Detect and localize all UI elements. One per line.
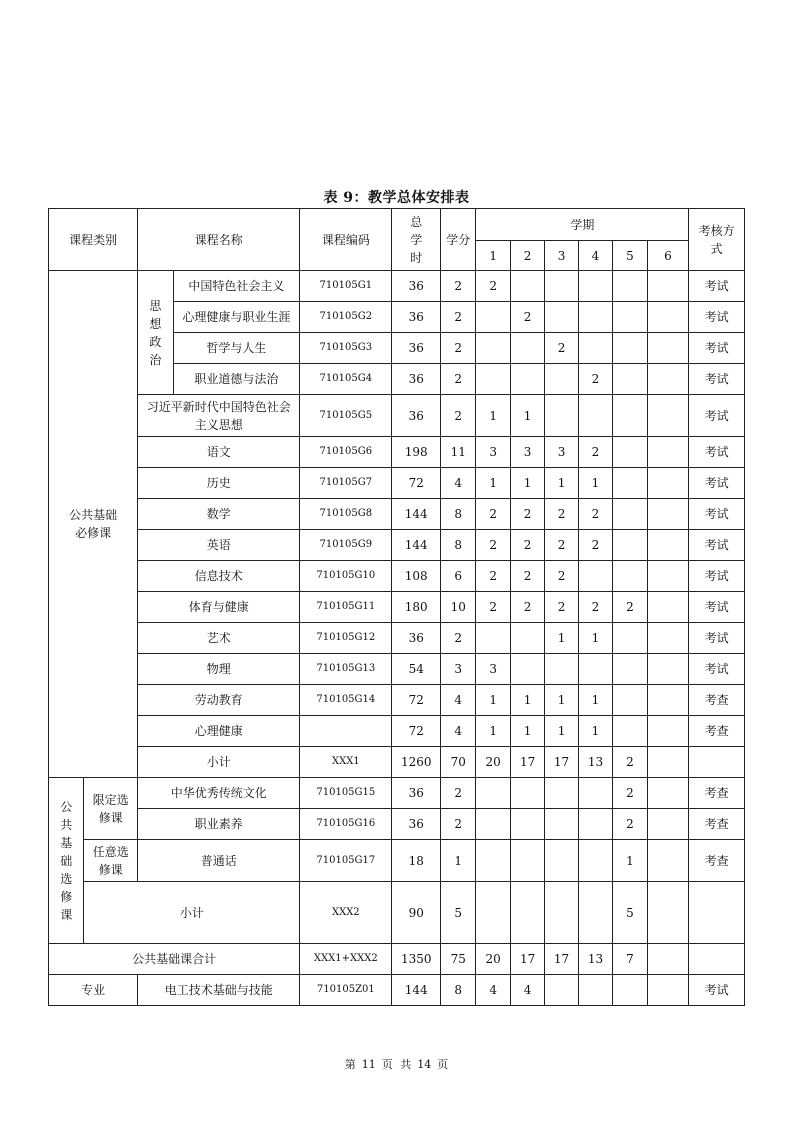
assessment-method: [689, 747, 745, 778]
total-hours: 1350: [392, 944, 441, 975]
semester-4-hours: [578, 882, 612, 944]
assessment-method: 考试: [689, 271, 745, 302]
assessment-method: 考查: [689, 809, 745, 840]
course-name: 中华优秀传统文化: [138, 778, 300, 809]
category-major: 专业: [49, 975, 138, 1006]
table-row: [49, 716, 745, 747]
semester-4-hours: [578, 654, 612, 685]
total-hours: 72: [392, 716, 441, 747]
semester-5-hours: [613, 437, 647, 468]
semester-5-hours: 5: [613, 882, 647, 944]
semester-6-hours: [647, 561, 689, 592]
course-code: 710105G5: [300, 395, 392, 437]
semester-3-hours: 17: [545, 747, 578, 778]
semester-3-hours: [545, 654, 578, 685]
table-row: [49, 975, 745, 1006]
semester-6-header: 6: [647, 241, 689, 271]
assessment-method: 考查: [689, 685, 745, 716]
semester-3-hours: 1: [545, 685, 578, 716]
semester-3-hours: [545, 809, 578, 840]
course-code: XXX1: [300, 747, 392, 778]
course-name: 小计: [84, 882, 300, 944]
assessment-method: 考试: [689, 468, 745, 499]
table-row: [49, 882, 745, 944]
course-code: 710105G4: [300, 364, 392, 395]
semester-6-hours: [647, 592, 689, 623]
semester-3-header: 3: [545, 241, 578, 271]
course-code: 710105G13: [300, 654, 392, 685]
course-code: 710105G17: [300, 840, 392, 882]
assessment-method: 考试: [689, 530, 745, 561]
header-course-name: 课程名称: [138, 209, 300, 271]
assessment-method: 考查: [689, 778, 745, 809]
semester-3-hours: [545, 364, 578, 395]
semester-5-hours: 2: [613, 747, 647, 778]
teaching-plan-table: [48, 208, 745, 1006]
course-name: 电工技术基础与技能: [138, 975, 300, 1006]
table-row: [49, 437, 745, 468]
semester-2-header: 2: [510, 241, 544, 271]
course-name: 公共基础课合计: [49, 944, 300, 975]
assessment-method: 考试: [689, 333, 745, 364]
credits: 2: [441, 271, 476, 302]
course-code: 710105G1: [300, 271, 392, 302]
semester-1-hours: 1: [476, 468, 510, 499]
semester-3-hours: 1: [545, 468, 578, 499]
semester-6-hours: [647, 364, 689, 395]
semester-6-hours: [647, 882, 689, 944]
semester-4-hours: 13: [578, 747, 612, 778]
semester-5-hours: [613, 623, 647, 654]
semester-2-hours: 4: [510, 975, 544, 1006]
credits: 8: [441, 975, 476, 1006]
category-public-elective: 公共基础选修课: [49, 778, 84, 944]
semester-1-hours: [476, 809, 510, 840]
semester-2-hours: [510, 271, 544, 302]
course-code: 710105G12: [300, 623, 392, 654]
semester-3-hours: [545, 395, 578, 437]
semester-6-hours: [647, 499, 689, 530]
table-title: 表 9：教学总体安排表: [323, 190, 470, 206]
header-course-code: 课程编码: [300, 209, 392, 271]
semester-4-hours: [578, 809, 612, 840]
semester-5-hours: [613, 302, 647, 333]
semester-1-hours: 2: [476, 499, 510, 530]
semester-3-hours: 2: [545, 592, 578, 623]
semester-6-hours: [647, 975, 689, 1006]
table-row: [49, 271, 745, 302]
semester-4-hours: [578, 975, 612, 1006]
assessment-method: 考试: [689, 975, 745, 1006]
total-hours: 144: [392, 530, 441, 561]
semester-5-hours: [613, 271, 647, 302]
semester-6-hours: [647, 333, 689, 364]
credits: 11: [441, 437, 476, 468]
total-hours: 36: [392, 395, 441, 437]
semester-1-hours: 20: [476, 747, 510, 778]
course-name: 普通话: [138, 840, 300, 882]
semester-4-hours: [578, 840, 612, 882]
semester-2-hours: 1: [510, 395, 544, 437]
credits: 1: [441, 840, 476, 882]
course-code: 710105G6: [300, 437, 392, 468]
semester-5-hours: 1: [613, 840, 647, 882]
semester-5-hours: [613, 333, 647, 364]
footer-prefix: 第: [344, 1058, 356, 1071]
table-row: [49, 561, 745, 592]
semester-6-hours: [647, 747, 689, 778]
semester-6-hours: [647, 944, 689, 975]
semester-6-hours: [647, 302, 689, 333]
total-hours: 36: [392, 364, 441, 395]
semester-6-hours: [647, 654, 689, 685]
course-code: 710105Z01: [300, 975, 392, 1006]
credits: 4: [441, 468, 476, 499]
semester-5-hours: [613, 530, 647, 561]
table-row: [49, 395, 745, 437]
course-name: 体育与健康: [138, 592, 300, 623]
course-code: 710105G15: [300, 778, 392, 809]
credits: 4: [441, 716, 476, 747]
credits: 70: [441, 747, 476, 778]
course-code: XXX2: [300, 882, 392, 944]
semester-6-hours: [647, 395, 689, 437]
semester-1-hours: 2: [476, 592, 510, 623]
total-hours: 36: [392, 623, 441, 654]
course-name: 心理健康: [138, 716, 300, 747]
total-hours: 36: [392, 333, 441, 364]
semester-6-hours: [647, 623, 689, 654]
semester-2-hours: 1: [510, 716, 544, 747]
course-code: 710105G16: [300, 809, 392, 840]
course-code: 710105G11: [300, 592, 392, 623]
semester-2-hours: [510, 882, 544, 944]
semester-5-hours: [613, 395, 647, 437]
semester-4-hours: 1: [578, 685, 612, 716]
course-code: 710105G2: [300, 302, 392, 333]
semester-5-hours: 2: [613, 592, 647, 623]
credits: 6: [441, 561, 476, 592]
total-hours: 90: [392, 882, 441, 944]
semester-5-hours: [613, 685, 647, 716]
semester-4-hours: [578, 395, 612, 437]
semester-5-hours: [613, 654, 647, 685]
page-footer: [0, 1056, 793, 1072]
semester-3-hours: [545, 271, 578, 302]
semester-3-hours: 1: [545, 623, 578, 654]
semester-4-hours: [578, 302, 612, 333]
semester-2-hours: [510, 333, 544, 364]
course-code: XXX1+XXX2: [300, 944, 392, 975]
semester-3-hours: 2: [545, 530, 578, 561]
category-limited-elective: 限定选修课: [84, 778, 138, 840]
semester-4-hours: 1: [578, 623, 612, 654]
semester-1-hours: [476, 778, 510, 809]
credits: 3: [441, 654, 476, 685]
semester-5-hours: [613, 364, 647, 395]
semester-5-hours: [613, 499, 647, 530]
total-hours: 36: [392, 778, 441, 809]
semester-1-hours: [476, 623, 510, 654]
assessment-method: 考查: [689, 840, 745, 882]
semester-5-hours: 7: [613, 944, 647, 975]
semester-4-hours: [578, 561, 612, 592]
semester-3-hours: 3: [545, 437, 578, 468]
footer-suffix: 页: [437, 1058, 449, 1071]
credits: 8: [441, 499, 476, 530]
category-politics: 思想政治: [138, 271, 173, 395]
course-code: 710105G3: [300, 333, 392, 364]
total-hours: 1260: [392, 747, 441, 778]
semester-4-hours: 2: [578, 530, 612, 561]
course-name: 心理健康与职业生涯: [173, 302, 300, 333]
semester-6-hours: [647, 809, 689, 840]
semester-6-hours: [647, 716, 689, 747]
semester-2-hours: 1: [510, 468, 544, 499]
footer-middle: 页 共: [381, 1058, 412, 1071]
semester-2-hours: [510, 778, 544, 809]
semester-1-hours: 1: [476, 395, 510, 437]
semester-2-hours: 2: [510, 530, 544, 561]
semester-5-hours: [613, 468, 647, 499]
assessment-method: [689, 882, 745, 944]
semester-1-hours: [476, 302, 510, 333]
assessment-method: 考试: [689, 302, 745, 333]
credits: 4: [441, 685, 476, 716]
course-code: 710105G14: [300, 685, 392, 716]
course-name: 数学: [138, 499, 300, 530]
semester-2-hours: [510, 654, 544, 685]
table-row: [49, 778, 745, 809]
semester-2-hours: 17: [510, 747, 544, 778]
total-hours: 36: [392, 302, 441, 333]
assessment-method: 考试: [689, 499, 745, 530]
semester-5-hours: [613, 975, 647, 1006]
semester-2-hours: 1: [510, 685, 544, 716]
total-hours: 54: [392, 654, 441, 685]
semester-2-hours: 2: [510, 561, 544, 592]
credits: 2: [441, 809, 476, 840]
semester-5-hours: 2: [613, 778, 647, 809]
semester-1-hours: [476, 882, 510, 944]
semester-4-hours: 2: [578, 499, 612, 530]
total-hours: 72: [392, 468, 441, 499]
credits: 2: [441, 333, 476, 364]
assessment-method: 考试: [689, 654, 745, 685]
table-row: [49, 840, 745, 882]
semester-4-hours: 1: [578, 468, 612, 499]
semester-5-header: 5: [613, 241, 647, 271]
semester-4-hours: 2: [578, 592, 612, 623]
course-code: [300, 716, 392, 747]
course-name: 信息技术: [138, 561, 300, 592]
semester-1-hours: 2: [476, 271, 510, 302]
semester-1-hours: 20: [476, 944, 510, 975]
header-credits: 学分: [441, 209, 476, 271]
semester-4-hours: 13: [578, 944, 612, 975]
assessment-method: 考查: [689, 716, 745, 747]
category-optional-elective: 任意选修课: [84, 840, 138, 882]
header-assessment: 考核方式: [689, 209, 745, 271]
semester-1-hours: 3: [476, 654, 510, 685]
semester-4-hours: [578, 333, 612, 364]
semester-6-hours: [647, 530, 689, 561]
header-semester: 学期: [476, 209, 689, 241]
semester-2-hours: 3: [510, 437, 544, 468]
semester-6-hours: [647, 685, 689, 716]
semester-2-hours: [510, 364, 544, 395]
footer-total-pages: 14: [417, 1058, 432, 1071]
course-name: 物理: [138, 654, 300, 685]
credits: 75: [441, 944, 476, 975]
assessment-method: [689, 944, 745, 975]
semester-3-hours: 2: [545, 561, 578, 592]
assessment-method: 考试: [689, 592, 745, 623]
total-hours: 180: [392, 592, 441, 623]
table-row: [49, 468, 745, 499]
semester-3-hours: [545, 882, 578, 944]
credits: 2: [441, 302, 476, 333]
credits: 2: [441, 623, 476, 654]
semester-4-header: 4: [578, 241, 612, 271]
semester-3-hours: [545, 975, 578, 1006]
course-code: 710105G10: [300, 561, 392, 592]
semester-3-hours: [545, 778, 578, 809]
course-name: 中国特色社会主义: [173, 271, 300, 302]
semester-4-hours: [578, 778, 612, 809]
semester-1-hours: 2: [476, 561, 510, 592]
course-code: 710105G7: [300, 468, 392, 499]
semester-2-hours: 2: [510, 302, 544, 333]
course-code: 710105G8: [300, 499, 392, 530]
total-hours: 144: [392, 499, 441, 530]
semester-5-hours: [613, 561, 647, 592]
course-code: 710105G9: [300, 530, 392, 561]
semester-6-hours: [647, 840, 689, 882]
semester-2-hours: [510, 623, 544, 654]
total-hours: 18: [392, 840, 441, 882]
semester-6-hours: [647, 437, 689, 468]
total-hours: 144: [392, 975, 441, 1006]
semester-4-hours: 1: [578, 716, 612, 747]
semester-6-hours: [647, 778, 689, 809]
semester-3-hours: [545, 302, 578, 333]
semester-3-hours: 1: [545, 716, 578, 747]
semester-3-hours: 17: [545, 944, 578, 975]
semester-1-hours: [476, 840, 510, 882]
course-name: 劳动教育: [138, 685, 300, 716]
course-name: 习近平新时代中国特色社会主义思想: [138, 395, 300, 437]
course-name: 职业道德与法治: [173, 364, 300, 395]
footer-page-number: 11: [361, 1058, 376, 1071]
assessment-method: 考试: [689, 437, 745, 468]
semester-1-header: 1: [476, 241, 510, 271]
semester-1-hours: [476, 333, 510, 364]
semester-4-hours: 2: [578, 437, 612, 468]
semester-1-hours: 1: [476, 685, 510, 716]
course-name: 哲学与人生: [173, 333, 300, 364]
total-hours: 108: [392, 561, 441, 592]
semester-1-hours: [476, 364, 510, 395]
table-row: [49, 685, 745, 716]
table-row: [49, 623, 745, 654]
course-name: 历史: [138, 468, 300, 499]
table-row: [49, 944, 745, 975]
semester-2-hours: [510, 840, 544, 882]
semester-1-hours: 4: [476, 975, 510, 1006]
semester-5-hours: [613, 716, 647, 747]
credits: 8: [441, 530, 476, 561]
total-hours: 198: [392, 437, 441, 468]
course-name: 英语: [138, 530, 300, 561]
table-row: [49, 592, 745, 623]
total-hours: 72: [392, 685, 441, 716]
semester-1-hours: 1: [476, 716, 510, 747]
semester-2-hours: [510, 809, 544, 840]
course-name: 语文: [138, 437, 300, 468]
semester-4-hours: 2: [578, 364, 612, 395]
semester-3-hours: 2: [545, 499, 578, 530]
credits: 2: [441, 364, 476, 395]
semester-2-hours: 2: [510, 499, 544, 530]
credits: 10: [441, 592, 476, 623]
semester-2-hours: 17: [510, 944, 544, 975]
credits: 2: [441, 778, 476, 809]
table-row: [49, 747, 745, 778]
table-row: [49, 654, 745, 685]
course-name: 艺术: [138, 623, 300, 654]
semester-3-hours: [545, 840, 578, 882]
total-hours: 36: [392, 809, 441, 840]
total-hours: 36: [392, 271, 441, 302]
semester-6-hours: [647, 468, 689, 499]
category-public-required: 公共基础必修课: [49, 271, 138, 778]
semester-6-hours: [647, 271, 689, 302]
semester-1-hours: 2: [476, 530, 510, 561]
semester-4-hours: [578, 271, 612, 302]
header-total-hours: 总学时: [392, 209, 441, 271]
table-row: [49, 809, 745, 840]
table-row: [49, 499, 745, 530]
assessment-method: 考试: [689, 561, 745, 592]
course-name: 小计: [138, 747, 300, 778]
semester-5-hours: 2: [613, 809, 647, 840]
assessment-method: 考试: [689, 395, 745, 437]
credits: 2: [441, 395, 476, 437]
course-name: 职业素养: [138, 809, 300, 840]
assessment-method: 考试: [689, 623, 745, 654]
header-category: 课程类别: [49, 209, 138, 271]
semester-1-hours: 3: [476, 437, 510, 468]
semester-2-hours: 2: [510, 592, 544, 623]
table-row: [49, 530, 745, 561]
semester-3-hours: 2: [545, 333, 578, 364]
assessment-method: 考试: [689, 364, 745, 395]
credits: 5: [441, 882, 476, 944]
